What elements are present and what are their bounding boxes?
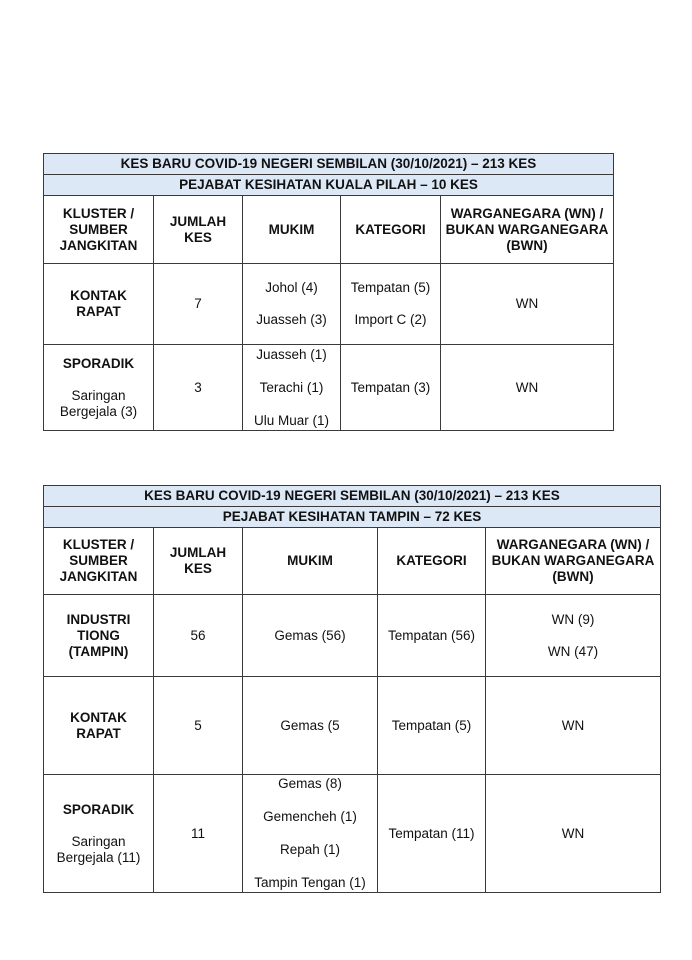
table-title: KES BARU COVID-19 NEGERI SEMBILAN (30/10/2021) – 213 KES: [44, 154, 614, 175]
wn-cell: WN (9) WN (47): [486, 595, 661, 677]
table-row: [44, 595, 661, 677]
jumlah-cell: 11: [154, 775, 243, 893]
kategori-cell: Tempatan (5): [378, 677, 486, 775]
table-row: [44, 345, 614, 431]
mukim-cell: Gemas (5: [243, 677, 378, 775]
table-subtitle: PEJABAT KESIHATAN TAMPIN – 72 KES: [44, 507, 661, 528]
header-jumlah: JUMLAH KES: [154, 196, 243, 264]
kluster-cell: INDUSTRI TIONG (TAMPIN): [44, 595, 154, 677]
kluster-cell: KONTAK RAPAT: [44, 264, 154, 345]
kategori-cell: Tempatan (56): [378, 595, 486, 677]
wn-cell: WN: [486, 677, 661, 775]
wn-cell: WN: [441, 345, 614, 431]
header-mukim: MUKIM: [243, 528, 378, 595]
header-kategori: KATEGORI: [341, 196, 441, 264]
header-kluster: KLUSTER / SUMBER JANGKITAN: [44, 528, 154, 595]
table-title: KES BARU COVID-19 NEGERI SEMBILAN (30/10/2021) – 213 KES: [44, 486, 661, 507]
kluster-cell: KONTAK RAPAT: [44, 677, 154, 775]
kategori-cell: Tempatan (11): [378, 775, 486, 893]
jumlah-cell: 5: [154, 677, 243, 775]
wn-cell: WN: [486, 775, 661, 893]
header-mukim: MUKIM: [243, 196, 341, 264]
header-wn: WARGANEGARA (WN) / BUKAN WARGANEGARA (BWN): [441, 196, 614, 264]
kluster-cell: SPORADIK Saringan Bergejala (11): [44, 775, 154, 893]
table-row: [44, 775, 661, 893]
wn-cell: WN: [441, 264, 614, 345]
header-jumlah: JUMLAH KES: [154, 528, 243, 595]
kategori-cell: Tempatan (5) Import C (2): [341, 264, 441, 345]
tampin-table: [43, 485, 661, 893]
mukim-cell: Gemas (56): [243, 595, 378, 677]
header-wn: WARGANEGARA (WN) / BUKAN WARGANEGARA (BWN): [486, 528, 661, 595]
kategori-cell: Tempatan (3): [341, 345, 441, 431]
mukim-cell: Gemas (8) Gemencheh (1) Repah (1) Tampin Tengan (1): [243, 775, 378, 893]
jumlah-cell: 56: [154, 595, 243, 677]
table-row: [44, 264, 614, 345]
mukim-cell: Johol (4) Juasseh (3): [243, 264, 341, 345]
kuala-pilah-table: [43, 153, 614, 431]
mukim-cell: Juasseh (1) Terachi (1) Ulu Muar (1): [243, 345, 341, 431]
table-subtitle: PEJABAT KESIHATAN KUALA PILAH – 10 KES: [44, 175, 614, 196]
kluster-cell: SPORADIK Saringan Bergejala (3): [44, 345, 154, 431]
table-row: [44, 677, 661, 775]
jumlah-cell: 7: [154, 264, 243, 345]
header-kluster: KLUSTER / SUMBER JANGKITAN: [44, 196, 154, 264]
header-kategori: KATEGORI: [378, 528, 486, 595]
jumlah-cell: 3: [154, 345, 243, 431]
